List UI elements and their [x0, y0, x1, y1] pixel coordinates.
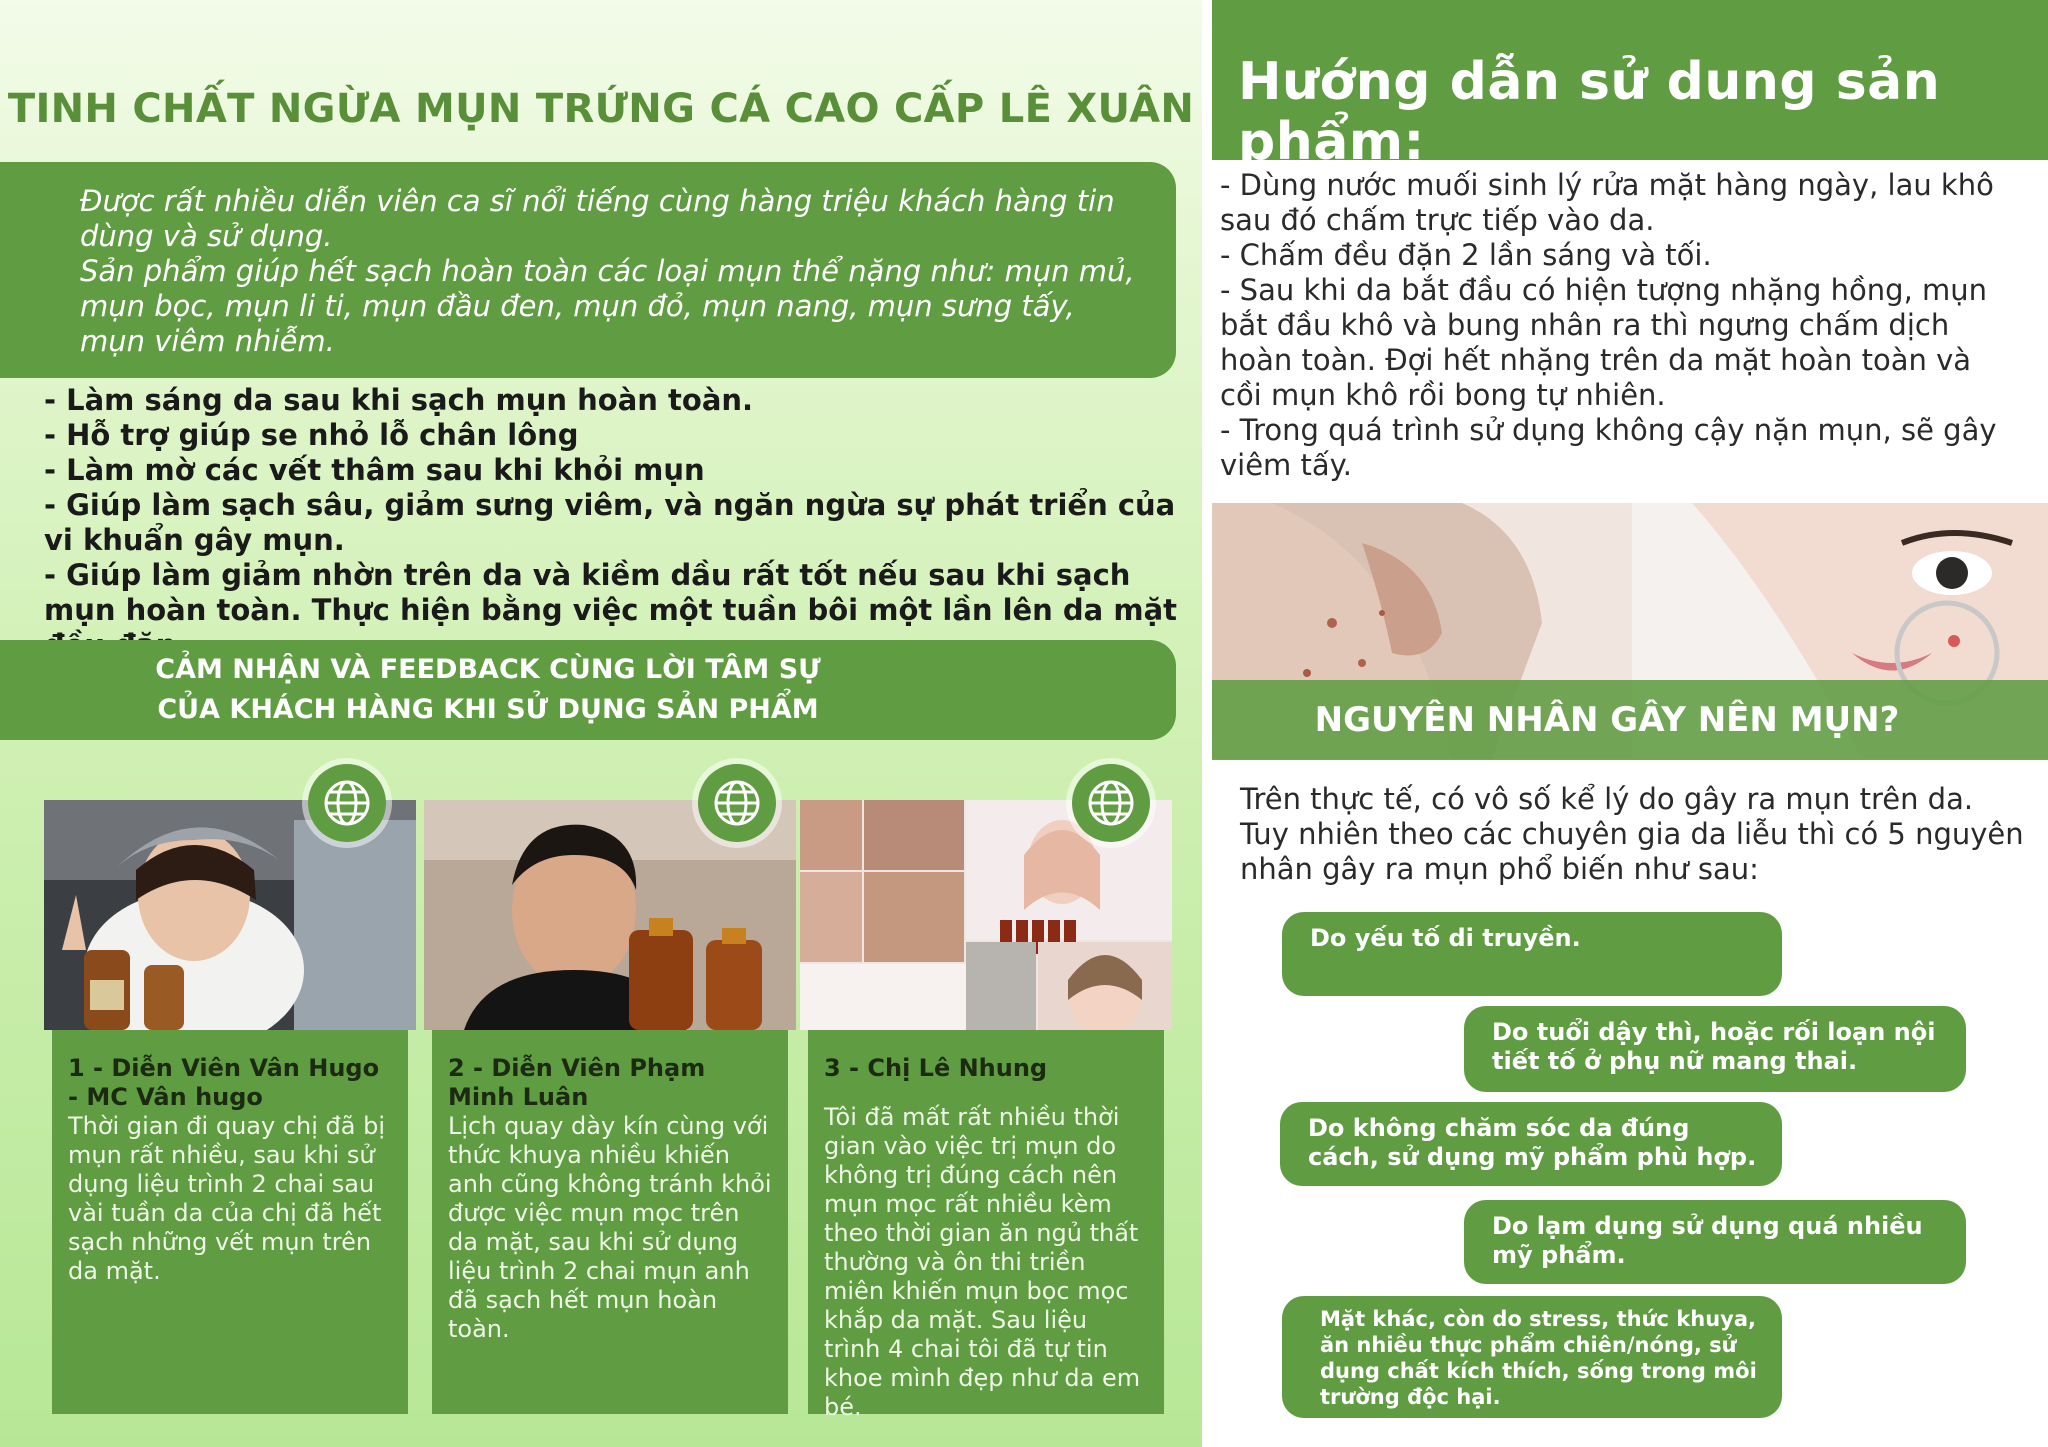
testimonial-text: Lịch quay dày kín cùng với thức khuya nhiều khiến anh cũng không tránh khỏi được việc mụn mọc trên da mặt, sau khi sử dụng liệu trình 2 chai mụn anh đã sạch hết mụn hoàn toàn. [448, 1112, 772, 1343]
cause-pill: Do tuổi dậy thì, hoặc rối loạn nội tiết tố ở phụ nữ mang thai. [1464, 1006, 1966, 1092]
testimonial-text: Thời gian đi quay chị đã bị mụn rất nhiều, sau khi sử dụng liệu trình 2 chai sau vài tuần da của chị đã hết sạch những vết mụn trên da mặt. [68, 1112, 385, 1285]
testimonial-name: 1 - Diễn Viên Vân Hugo - MC Vân hugo [68, 1054, 380, 1111]
cause-pill: Do lạm dụng sử dụng quá nhiều mỹ phẩm. [1464, 1200, 1966, 1284]
feedback-line-1: CẢM NHẬN VÀ FEEDBACK CÙNG LỜI TÂM SỰ [155, 654, 821, 685]
guide-item: - Chấm đều đặn 2 lần sáng và tối. [1220, 238, 1712, 272]
testimonial-body [52, 1030, 408, 1414]
benefits-list [44, 383, 1184, 663]
guide-title: Hướng dẫn sử dung sản phẩm: [1212, 0, 2048, 160]
benefit-item: - Hỗ trợ giúp se nhỏ lỗ chân lông [44, 418, 579, 452]
testimonial-card [800, 800, 1172, 1421]
cause-intro: Trên thực tế, có vô số kể lý do gây ra mụn trên da. Tuy nhiên theo các chuyên gia da liễu thì có 5 nguyên nhân gây ra mụn phổ biến như sau: [1240, 782, 2024, 886]
testimonial-name: 3 - Chị Lê Nhung [824, 1054, 1048, 1082]
testimonial-body [432, 1030, 788, 1414]
right-panel [1202, 0, 2048, 1447]
cause-pill: Do không chăm sóc da đúng cách, sử dụng mỹ phẩm phù hợp. [1280, 1102, 1782, 1186]
benefit-item: - Giúp làm giảm nhờn trên da và kiềm dầu rất tốt nếu sau khi sạch mụn hoàn toàn. Thực hiện bằng việc một tuần bôi một lần lên da mặt [44, 558, 1177, 627]
cause-pill: Do yếu tố di truyền. [1282, 912, 1782, 996]
testimonial-text: Tôi đã mất rất nhiều thời gian vào việc trị mụn do không trị đúng cách nên mụn mọc rất nhiều kèm theo thời gian ăn ngủ thất thường và ôn thi triền miên khiến mụn bọc mọc khắp da mặt. Sau liệu trình 4 chai tôi đã tự tin khoe mình đẹp như da em bé. [824, 1103, 1141, 1421]
page-title: TINH CHẤT NGỪA MỤN TRỨNG CÁ CAO CẤP LÊ XUÂN [7, 86, 1195, 132]
globe-icon [698, 764, 776, 842]
globe-icon [308, 764, 386, 842]
usage-guide [1220, 168, 2020, 483]
testimonial-card [44, 800, 416, 1414]
intro-line-2: Sản phẩm giúp hết sạch hoàn toàn các loại mụn thể nặng như: mụn mủ, mụn bọc, mụn li ti, mụn đầu đen, mụn đỏ, mụn nang, mụn sưng tấy, mụn viêm nhiễm. [80, 254, 1135, 358]
benefit-item: - Giúp làm sạch sâu, giảm sưng viêm, và ngăn ngừa sự phát triển của vi khuẩn gây mụn. [44, 488, 1176, 557]
guide-item: - Sau khi da bắt đầu có hiện tượng nhặng hồng, mụn bắt đầu khô và bung nhân ra thì ngưng chấm dịch hoàn toàn. Đợi hết nhặng trên da mặt hoàn toàn và cồi mụn khô rồi bong tự nhiên. [1220, 273, 1988, 412]
testimonial-name: 2 - Diễn Viên Phạm Minh Luân [448, 1054, 706, 1111]
cause-title: NGUYÊN NHÂN GÂY NÊN MỤN? [1212, 680, 2048, 760]
testimonial-body [808, 1030, 1164, 1421]
guide-item: - Dùng nước muối sinh lý rửa mặt hàng ngày, lau khô sau đó chấm trực tiếp vào da. [1220, 168, 1994, 237]
feedback-banner [0, 640, 1176, 740]
feedback-line-2: CỦA KHÁCH HÀNG KHI SỬ DỤNG SẢN PHẨM [157, 694, 819, 725]
benefit-item: - Làm sáng da sau khi sạch mụn hoàn toàn. [44, 383, 754, 417]
testimonial-card [424, 800, 796, 1414]
benefit-item: - Làm mờ các vết thâm sau khi khỏi mụn [44, 453, 705, 487]
globe-icon [1072, 764, 1150, 842]
intro-line-1: Được rất nhiều diễn viên ca sĩ nổi tiếng cùng hàng triệu khách hàng tin dùng và sử dụng. [80, 184, 1115, 253]
cause-pill: Mặt khác, còn do stress, thức khuya, ăn nhiều thực phẩm chiên/nóng, sử dụng chất kích thích, sống trong môi trường độc hại. [1282, 1296, 1782, 1418]
guide-item: - Trong quá trình sử dụng không cậy nặn mụn, sẽ gây viêm tấy. [1220, 413, 1997, 482]
intro-box [0, 162, 1176, 378]
